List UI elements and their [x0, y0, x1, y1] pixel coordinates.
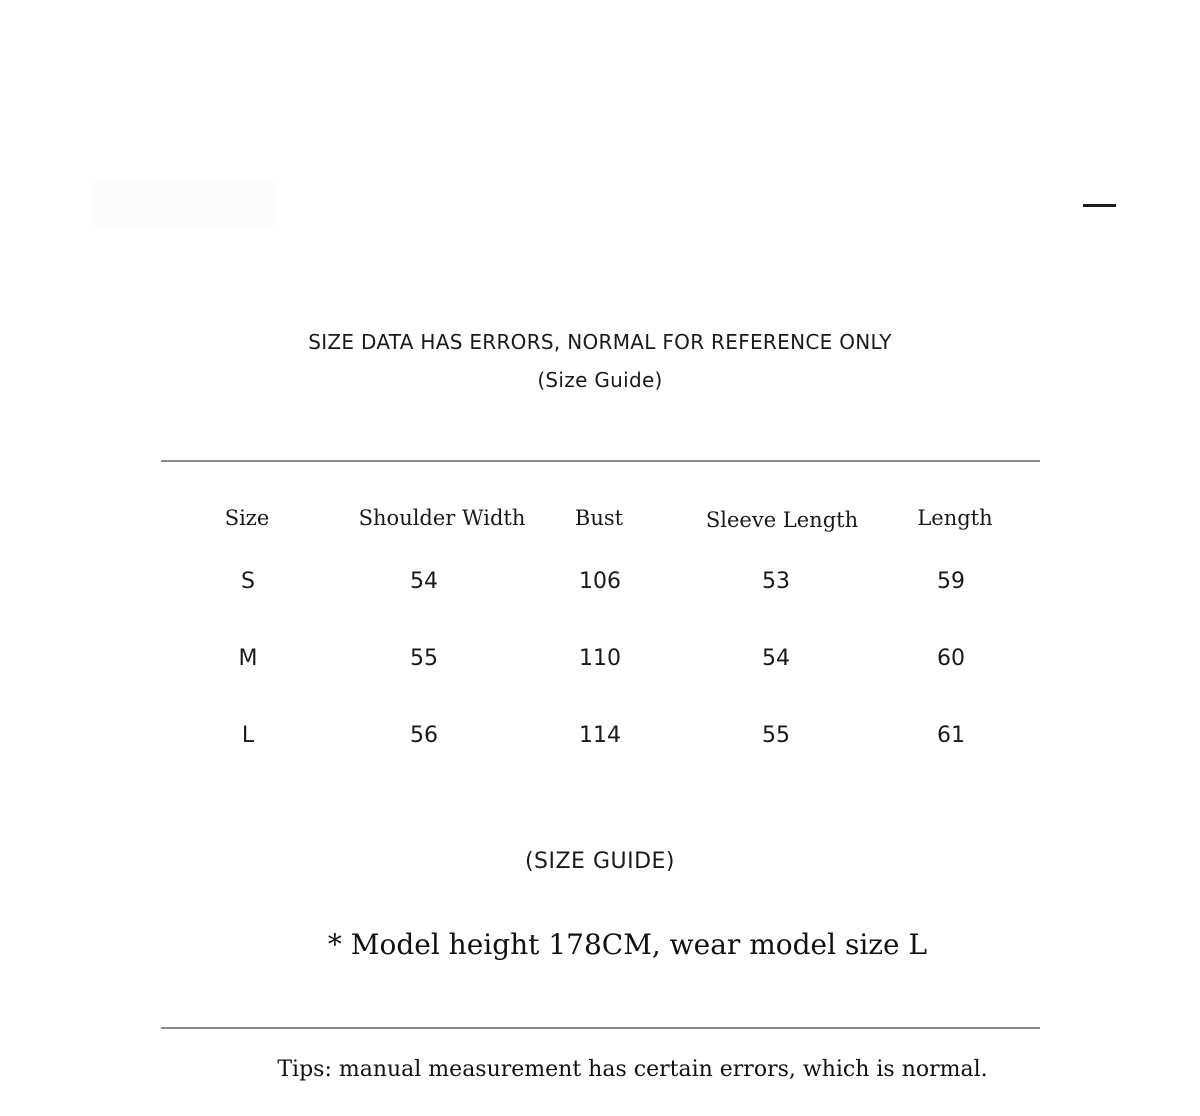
table-cell-length: 59 — [937, 569, 965, 594]
column-header-bust: Bust — [574, 506, 624, 530]
table-cell-shoulder-width: 54 — [410, 569, 438, 594]
table-cell-bust: 114 — [579, 723, 621, 748]
size-guide-label: (SIZE GUIDE) — [524, 849, 676, 874]
table-cell-sleeve-length: 53 — [762, 569, 790, 594]
table-cell-length: 60 — [937, 646, 965, 671]
faint-background-block — [92, 182, 276, 226]
column-header-sleeve-length: Sleeve Length — [705, 508, 859, 532]
table-cell-sleeve-length: 55 — [762, 723, 790, 748]
table-cell-bust: 110 — [579, 646, 621, 671]
table-cell-size: L — [241, 723, 255, 748]
table-cell-shoulder-width: 56 — [410, 723, 438, 748]
size-notice-heading: SIZE DATA HAS ERRORS, NORMAL FOR REFERENCE ONLY — [308, 330, 892, 354]
model-height-note: * Model height 178CM, wear model size L — [327, 928, 928, 961]
measurement-tips: Tips: manual measurement has certain errors, which is normal. — [277, 1057, 988, 1082]
size-guide-subtitle: (Size Guide) — [537, 368, 663, 392]
table-cell-size: M — [238, 646, 258, 671]
column-header-size: Size — [224, 506, 270, 530]
table-cell-shoulder-width: 55 — [410, 646, 438, 671]
column-header-shoulder-width: Shoulder Width — [358, 506, 526, 530]
column-header-length: Length — [917, 506, 993, 530]
table-cell-bust: 106 — [579, 569, 621, 594]
table-cell-length: 61 — [937, 723, 965, 748]
footer-divider — [161, 1027, 1040, 1029]
table-top-divider — [161, 460, 1040, 462]
table-cell-size: S — [241, 569, 255, 594]
table-cell-sleeve-length: 54 — [762, 646, 790, 671]
dash-icon — [1083, 204, 1116, 207]
